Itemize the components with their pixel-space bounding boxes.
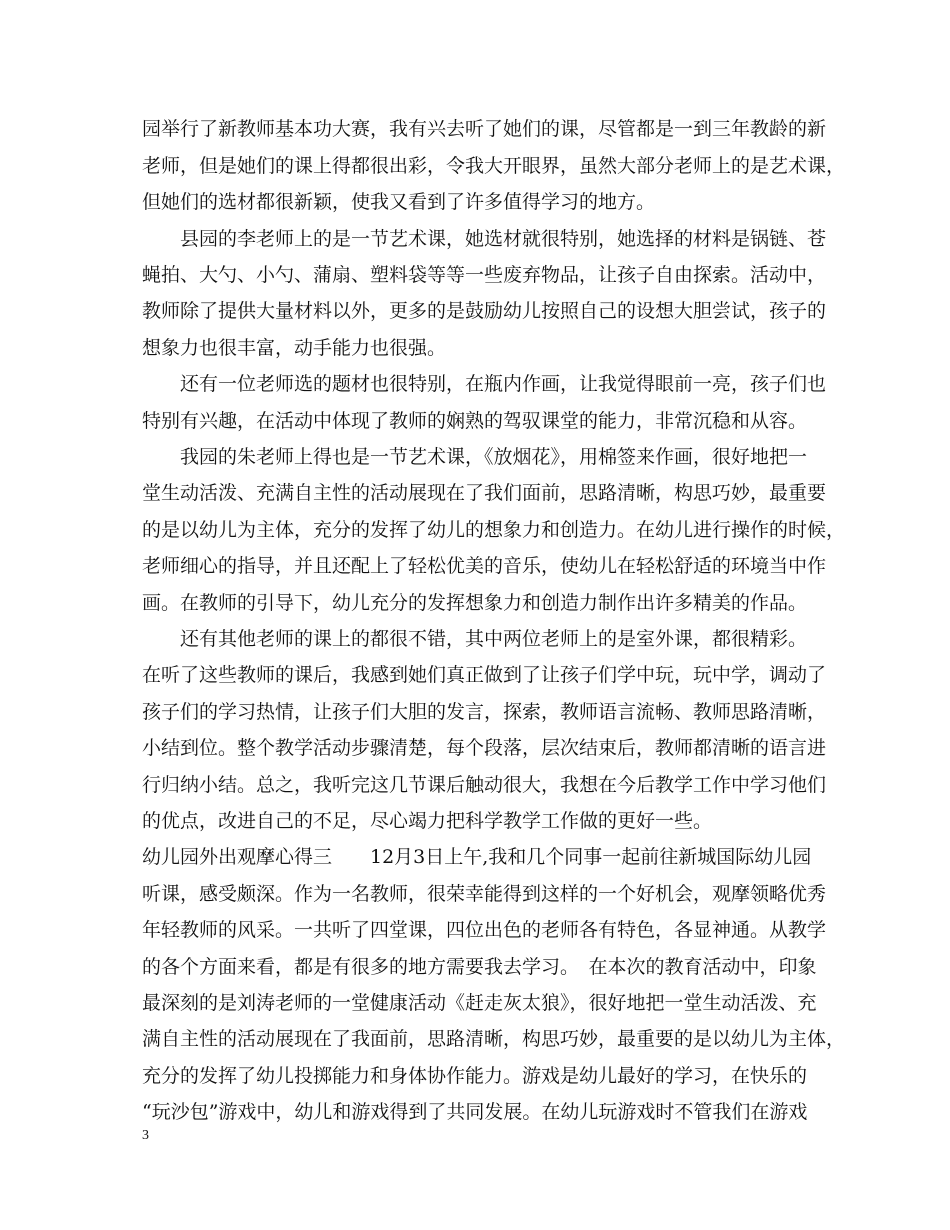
text-line: 特别有兴趣，在活动中体现了教师的娴熟的驾驭课堂的能力，非常沉稳和从容。 [142,410,808,432]
text-line: 堂生动活泼、充满自主性的活动展现在了我们面前，思路清晰，构思巧妙，最重要 [142,482,827,504]
text-line: 老师细心的指导，并且还配上了轻松优美的音乐，使幼儿在轻松舒适的环境当中作 [142,555,827,577]
text-line: 但她们的选材都很新颖，使我又看到了许多值得学习的地方。 [142,191,656,213]
text-line: 满自主性的活动展现在了我面前，思路清晰，构思巧妙，最重要的是以幼儿为主体， [142,1028,846,1050]
text-line: 蝇拍、大勺、小勺、蒲扇、塑料袋等等一些废弃物品，让孩子自由探索。活动中， [142,264,827,286]
text-line: 还有其他老师的课上的都很不错，其中两位老师上的是室外课，都很精彩。 [142,628,808,650]
text-line: 幼儿园外出观摩心得三 12月3日上午,我和几个同事一起前往新城国际幼儿园 [142,846,812,868]
text-line: 还有一位老师选的题材也很特别，在瓶内作画，让我觉得眼前一亮，孩子们也 [142,373,827,395]
text-line: 年轻教师的风采。一共听了四堂课，四位出色的老师各有特色，各显神通。从教学 [142,919,827,941]
text-line: 画。在教师的引导下，幼儿充分的发挥想象力和创造力制作出许多精美的作品。 [142,592,808,614]
text-line: 我园的朱老师上得也是一节艺术课，《放烟花》，用棉签来作画，很好地把一 [142,446,808,468]
text-line: “玩沙包”游戏中，幼儿和游戏得到了共同发展。在幼儿玩游戏时不管我们在游戏 [142,1101,808,1123]
page-number: 3 [142,1128,149,1143]
text-line: 园举行了新教师基本功大赛，我有兴去听了她们的课，尽管都是一到三年教龄的新 [142,118,827,140]
text-line: 的优点，改进自己的不足，尽心竭力把科学教学工作做的更好一些。 [142,810,713,832]
text-line: 孩子们的学习热情，让孩子们大胆的发言，探索，教师语言流畅、教师思路清晰， [142,701,827,723]
text-line: 的是以幼儿为主体，充分的发挥了幼儿的想象力和创造力。在幼儿进行操作的时候， [142,519,846,541]
text-line: 在听了这些教师的课后，我感到她们真正做到了让孩子们学中玩，玩中学，调动了 [142,664,827,686]
text-line: 想象力也很丰富，动手能力也很强。 [142,337,447,359]
text-line: 的各个方面来看，都是有很多的地方需要我去学习。 在本次的教育活动中，印象 [142,956,817,978]
text-line: 最深刻的是刘涛老师的一堂健康活动《赶走灰太狼》，很好地把一堂生动活泼、充 [142,992,817,1014]
text-line: 小结到位。整个教学活动步骤清楚，每个段落，层次结束后，教师都清晰的语言进 [142,737,827,759]
text-line: 教师除了提供大量材料以外，更多的是鼓励幼儿按照自己的设想大胆尝试，孩子的 [142,300,827,322]
text-line: 充分的发挥了幼儿投掷能力和身体协作能力。游戏是幼儿最好的学习，在快乐的 [142,1065,808,1087]
text-line: 县园的李老师上的是一节艺术课，她选材就很特别，她选择的材料是锅链、苍 [142,228,827,250]
text-line: 听课，感受颇深。作为一名教师，很荣幸能得到这样的一个好机会，观摩领略优秀 [142,883,827,905]
text-line: 老师，但是她们的课上得都很出彩，令我大开眼界，虽然大部分老师上的是艺术课， [142,155,846,177]
text-line: 行归纳小结。总之，我听完这几节课后触动很大，我想在今后教学工作中学习他们 [142,774,827,796]
